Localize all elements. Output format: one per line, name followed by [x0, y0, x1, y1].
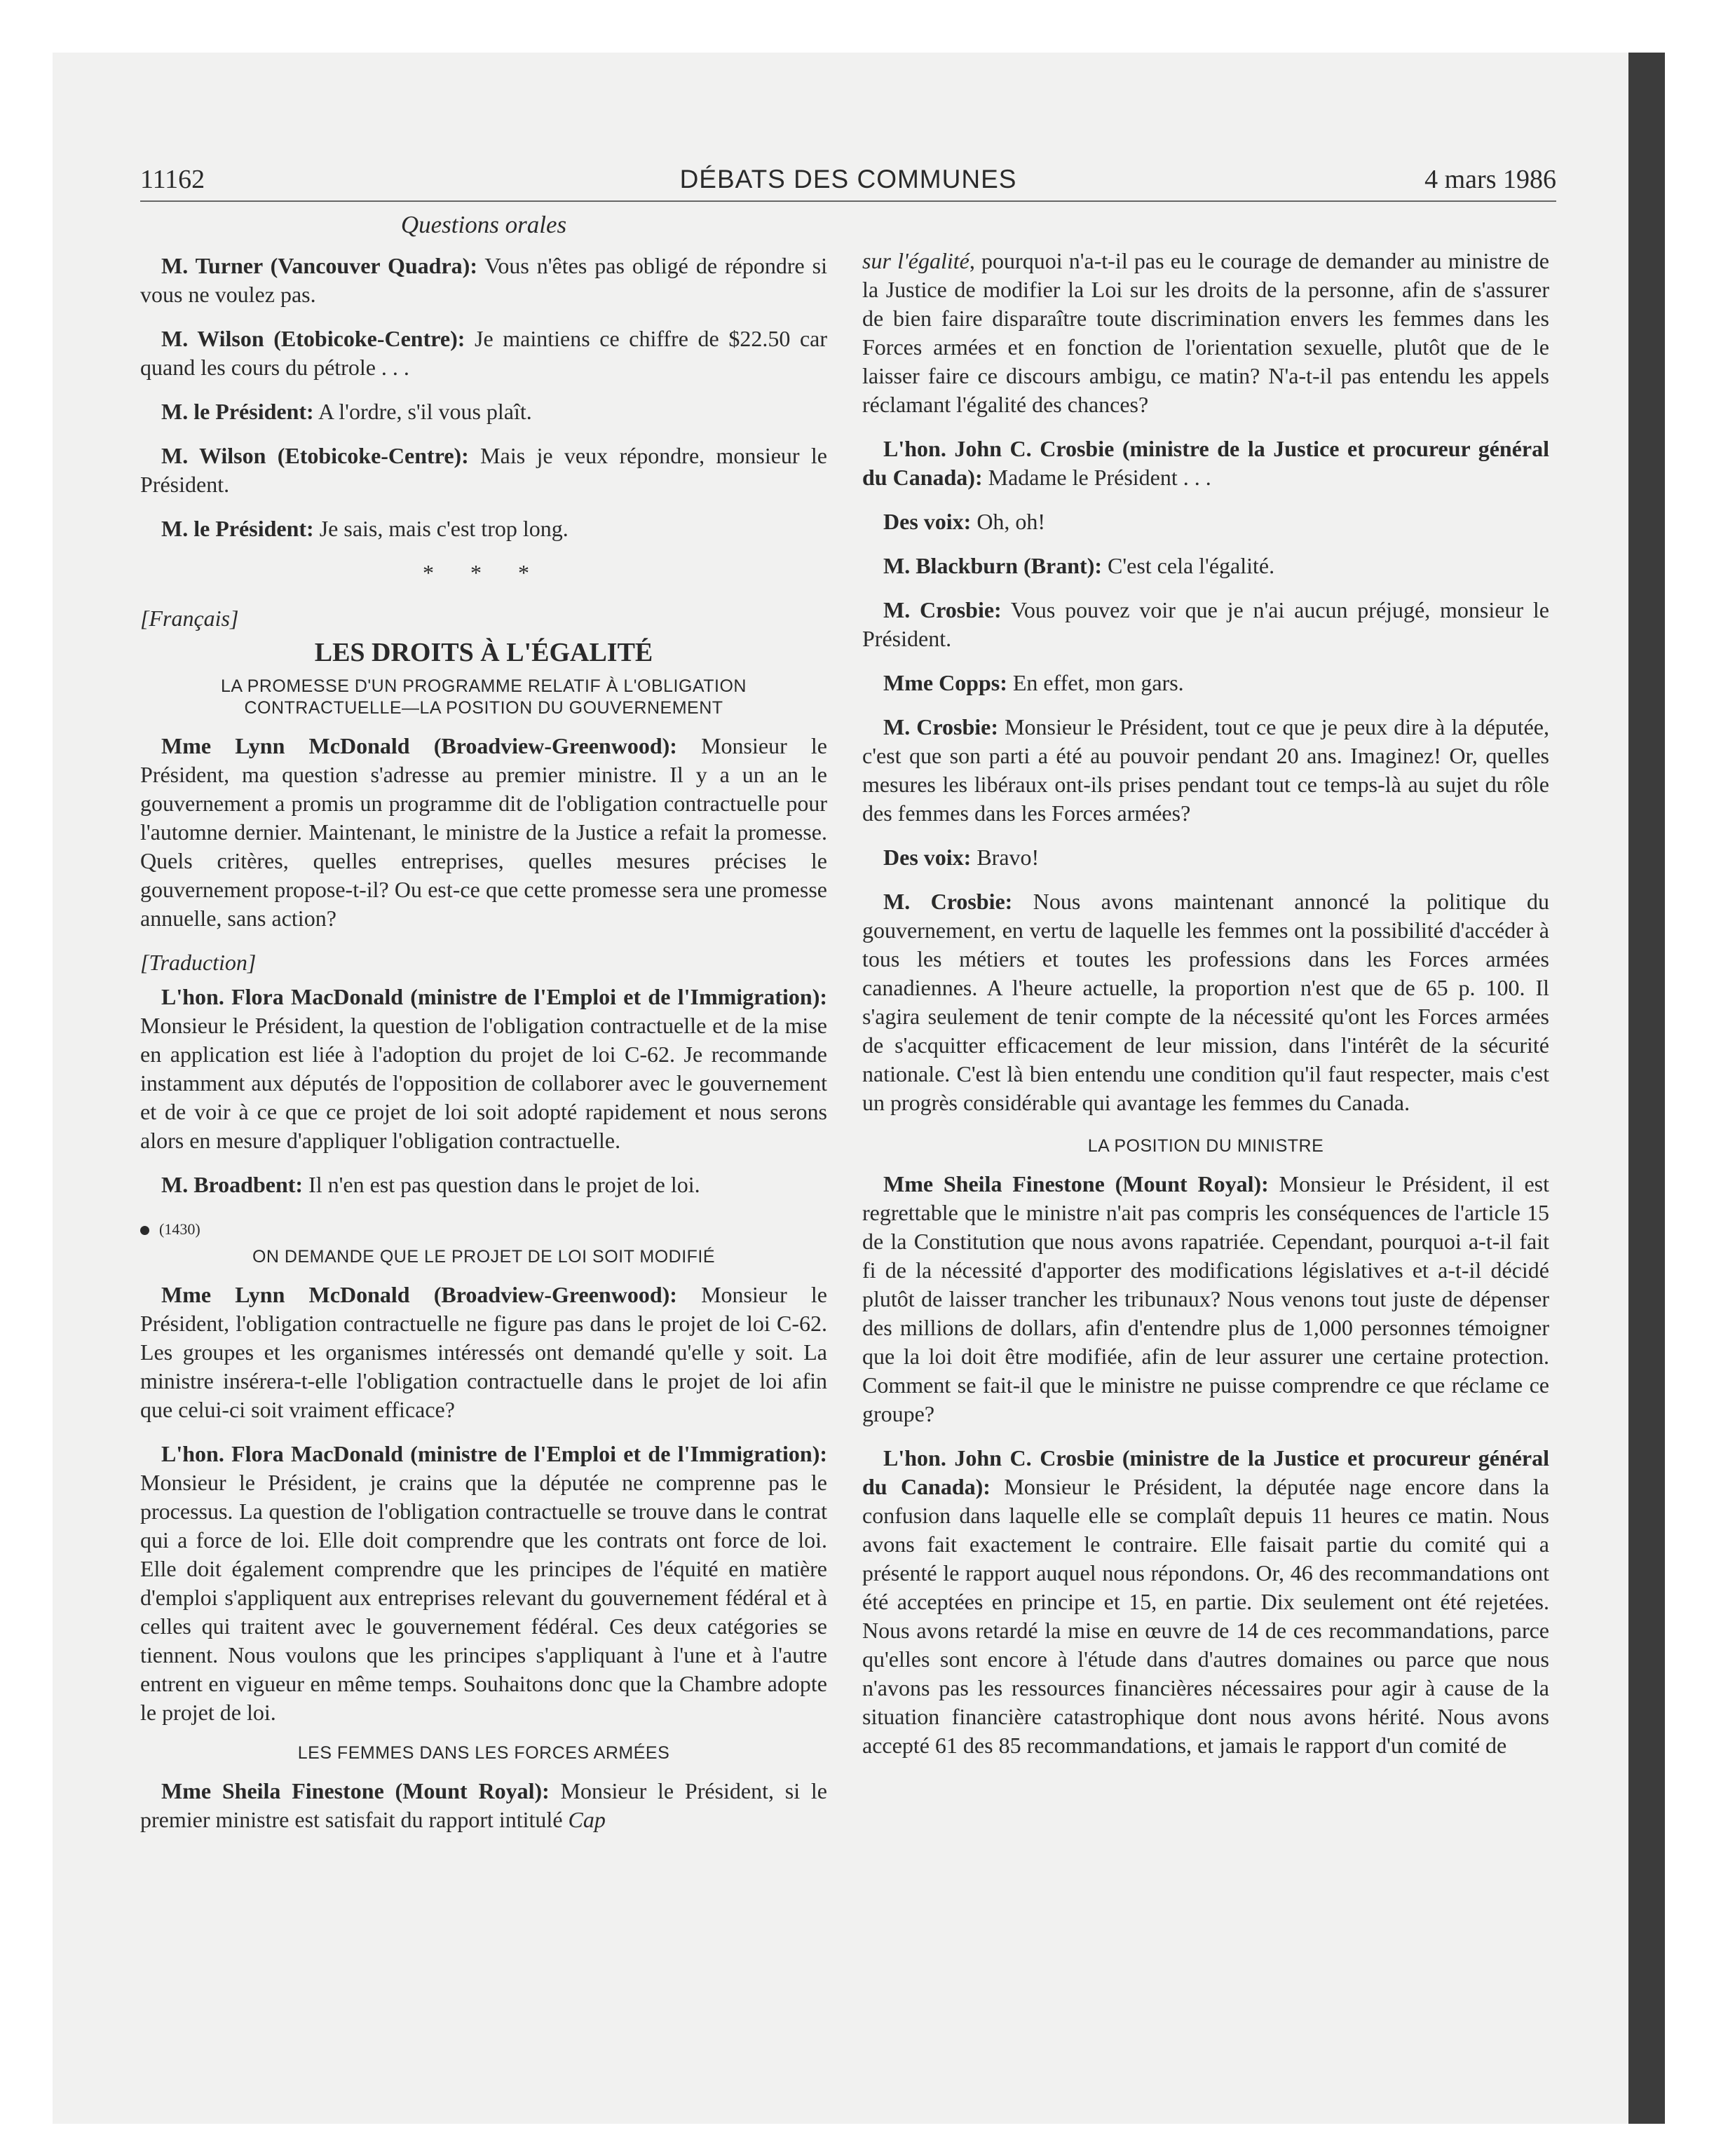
speaker-name: L'hon. Flora MacDonald (ministre de l'Emploi et de l'Immigration): — [161, 1441, 827, 1466]
paragraph — [140, 514, 827, 543]
section-heading: LES DROITS À L'ÉGALITÉ — [314, 638, 653, 667]
paragraph — [140, 325, 827, 382]
speech-text: Il n'en est pas question dans le projet de loi. — [303, 1172, 700, 1197]
paragraph — [140, 1440, 827, 1727]
speaker-name: Mme Lynn McDonald (Broadview-Greenwood): — [161, 1282, 677, 1307]
speech-text: Vous n'êtes pas obligé de répondre si vous ne voulez pas. — [140, 253, 828, 307]
subheading: LES FEMMES DANS LES FORCES ARMÉES — [297, 1743, 670, 1763]
speech-text: Oh, oh! — [971, 509, 1046, 534]
paragraph — [862, 435, 1549, 492]
paragraph — [862, 843, 1549, 872]
left-column — [140, 210, 827, 1850]
speech-text: Je maintiens ce chiffre de $22.50 car quand les cours du pétrole . . . — [140, 326, 828, 380]
speech-text: Mais je veux répondre, monsieur le Président. — [140, 443, 828, 497]
paragraph — [862, 1170, 1549, 1428]
speaker-name: Mme Copps: — [883, 670, 1007, 695]
separator: * * * — [423, 560, 545, 585]
page-header — [140, 160, 1556, 202]
speech-text: En effet, mon gars. — [1007, 670, 1184, 695]
subheading: LA PROMESSE D'UN PROGRAMME RELATIF À L'OBLIGATION CONTRACTUELLE—LA POSITION DU GOUVERNEMENT — [221, 676, 747, 718]
speaker-name: Des voix: — [883, 845, 972, 870]
bullet-icon — [140, 1226, 149, 1235]
subheading: ON DEMANDE QUE LE PROJET DE LOI SOIT MODIFIÉ — [252, 1247, 716, 1267]
paragraph — [862, 669, 1549, 697]
speaker-name: M. Blackburn (Brant): — [883, 553, 1102, 578]
speaker-name: Mme Lynn McDonald (Broadview-Greenwood): — [161, 733, 677, 758]
speech-text: Nous avons maintenant annoncé la politique du gouvernement, en vertu de laquelle les femmes ont la possibilité d'accéder à tous les métiers et toutes les professions dans les Forces armées canadiennes. A l'heure actuelle, la proportion n'est que de 65 p. 100. Il s'agira seulement de tenir compte de la nécessité qu'ont les Forces armées de s'acquitter efficacement de leur mission, dans l'intérêt de la sécurité nationale. C'est là bien entendu une condition qu'il faut respecter, mais c'est un progrès considérable qui avantage les femmes du Canada. — [862, 889, 1550, 1115]
speaker-name: M. Wilson (Etobicoke-Centre): — [161, 443, 469, 468]
paragraph — [140, 442, 827, 499]
page-date: 4 mars 1986 — [1424, 165, 1556, 194]
speech-text: Monsieur le Président, tout ce que je peux dire à la députée, c'est que son parti a été au pouvoir pendant 20 ans. Imaginez! Or, quelles mesures les libéraux ont-ils prises pendant tout ce temps-là au sujet du rôle des femmes dans les Forces armées? — [862, 714, 1550, 826]
speaker-name: M. le Président: — [161, 399, 314, 424]
speaker-name: M. Crosbie: — [883, 714, 999, 739]
page-number: 11162 — [140, 165, 205, 194]
paragraph — [140, 983, 827, 1155]
speech-text: C'est cela l'égalité. — [1102, 553, 1275, 578]
time-marker — [140, 1215, 827, 1243]
paragraph — [862, 713, 1549, 828]
speech-text: Je sais, mais c'est trop long. — [313, 516, 569, 541]
language-marker: [Traduction] — [140, 950, 257, 975]
speech-text: Bravo! — [971, 845, 1040, 870]
speaker-name: M. Turner (Vancouver Quadra): — [161, 253, 477, 278]
subheading: LA POSITION DU MINISTRE — [1087, 1136, 1324, 1156]
section-title: Questions orales — [400, 211, 567, 238]
paragraph — [140, 397, 827, 426]
speaker-name: M. le Président: — [161, 516, 314, 541]
paragraph — [862, 596, 1549, 653]
speech-text: Monsieur le Président, la question de l'obligation contractuelle et de la mise en application est liée à l'adoption du projet de loi C-62. Je recommande instamment aux députés de l'opposition de collaborer avec le gouvernement et de voir à ce que ce projet de loi soit adopté rapidement et nous serons alors en mesure d'appliquer l'obligation contractuelle. — [140, 1013, 827, 1153]
speaker-name: L'hon. John C. Crosbie (ministre de la Justice et procureur général du Canada): — [862, 436, 1549, 490]
speech-text: Madame le Président . . . — [982, 465, 1211, 490]
report-title-italic: sur l'égalité — [862, 248, 969, 273]
right-column — [862, 247, 1549, 1775]
paragraph — [862, 507, 1549, 536]
speech-text: Monsieur le Président, je crains que la députée ne comprenne pas le processus. La question de l'obligation contractuelle se trouve dans le contrat qui a force de loi. Elle doit comprendre que les contrats ont force de loi. Elle doit également comprendre que les principes de l'équité en matière d'emploi s'appliquent aux entreprises relevant du gouvernement fédéral et à celles qui traitent avec le gouvernement fédéral. Ces deux catégories se tiennent. Nous voulons que les principes s'appliquant à l'une et à l'autre entrent en vigueur en même temps. Souhaitons donc que la Chambre adopte le projet de loi. — [140, 1470, 827, 1725]
speaker-name: Mme Sheila Finestone (Mount Royal): — [161, 1778, 550, 1803]
speaker-name: L'hon. Flora MacDonald (ministre de l'Emploi et de l'Immigration): — [161, 984, 827, 1009]
language-marker: [Français] — [140, 606, 239, 631]
publication-title: DÉBATS DES COMMUNES — [679, 165, 1017, 193]
speaker-name: Des voix: — [883, 509, 972, 534]
speech-text: Monsieur le Président, il est regrettable que le ministre n'ait pas compris les conséquences de l'article 15 de la Constitution que nous avons rapatriée. Cependant, pourquoi a-t-il fait fi de la nécessité d'apporter des modifications législatives et a-t-il décidé plutôt de laisser trancher les tribunaux? Nous venons tout juste de dépenser des millions de dollars, afin d'entendre plus de 1,000 personnes témoigner que la loi doit être modifiée, afin de leur assurer une certaine protection. Comment se fait-il que le ministre ne puisse comprendre ce que réclame ce groupe? — [862, 1171, 1550, 1426]
scanner-edge-bar — [1628, 53, 1665, 2124]
speech-text: , pourquoi n'a-t-il pas eu le courage de demander au ministre de la Justice de modifier la Loi sur les droits de la personne, afin de s'assurer de bien faire disparaître toute discrimination envers les femmes dans les Forces armées et en fonction de l'orientation sexuelle, plutôt que de le laisser faire ce discours ambigu, ce matin? N'a-t-il pas entendu les appels réclamant l'égalité des chances? — [862, 248, 1550, 417]
speaker-name: L'hon. John C. Crosbie (ministre de la Justice et procureur général du Canada): — [862, 1445, 1549, 1499]
paragraph — [140, 1171, 827, 1199]
time-stamp: (1430) — [159, 1220, 200, 1238]
paragraph — [862, 1444, 1549, 1760]
paragraph — [140, 1777, 827, 1834]
paragraph — [862, 887, 1549, 1117]
speaker-name: M. Broadbent: — [161, 1172, 304, 1197]
paragraph — [140, 732, 827, 933]
paragraph — [140, 252, 827, 309]
paragraph — [140, 1281, 827, 1424]
speaker-name: M. Crosbie: — [883, 889, 1013, 914]
speaker-name: Mme Sheila Finestone (Mount Royal): — [883, 1171, 1269, 1196]
report-title-italic: Cap — [568, 1807, 606, 1832]
speech-text: Monsieur le Président, l'obligation contractuelle ne figure pas dans le projet de loi C-62. Les groupes et les organismes intéressés ont demandé qu'elle y soit. La ministre insérera-t-elle l'obligation contractuelle dans le projet de loi afin que celui-ci soit vraiment efficace? — [140, 1282, 828, 1422]
speech-text: A l'ordre, s'il vous plaît. — [313, 399, 532, 424]
speech-text: Monsieur le Président, ma question s'adresse au premier ministre. Il y a un an le gouvernement a promis un programme dit de l'obligation contractuelle pour l'automne dernier. Maintenant, le ministre de la Justice a refait la promesse. Quels critères, quelles entreprises, quelles mesures précises le gouvernement propose-t-il? Ou est-ce que cette promesse sera une promesse annuelle, sans action? — [140, 733, 828, 931]
speech-text: Monsieur le Président, la députée nage encore dans la confusion dans laquelle elle se complaît depuis 11 heures ce matin. Nous avons fait exactement le contraire. Elle faisait partie du comité qui a présenté le rapport auquel nous répondons. Or, 46 des recommandations ont été acceptées en principe et 15, en partie. Dix seulement ont été rejetées. Nous avons retardé la mise en œuvre de 14 de ces recommandations, parce qu'elles sont encore à l'étude dans d'autres domaines ou parce que nous n'avons pas les ressources financières nécessaires pour agir à cause de la situation financière catastrophique dont nous avons hérité. Nous avons accepté 61 des 85 recommandations, et jamais le rapport d'un comité de — [862, 1474, 1550, 1758]
speech-text: Monsieur le Président, si le premier ministre est satisfait du rapport intitulé — [140, 1778, 828, 1832]
paragraph — [862, 552, 1549, 580]
paragraph — [862, 247, 1549, 419]
speaker-name: M. Wilson (Etobicoke-Centre): — [161, 326, 465, 351]
speaker-name: M. Crosbie: — [883, 597, 1002, 622]
speech-text: Vous pouvez voir que je n'ai aucun préjugé, monsieur le Président. — [862, 597, 1550, 651]
